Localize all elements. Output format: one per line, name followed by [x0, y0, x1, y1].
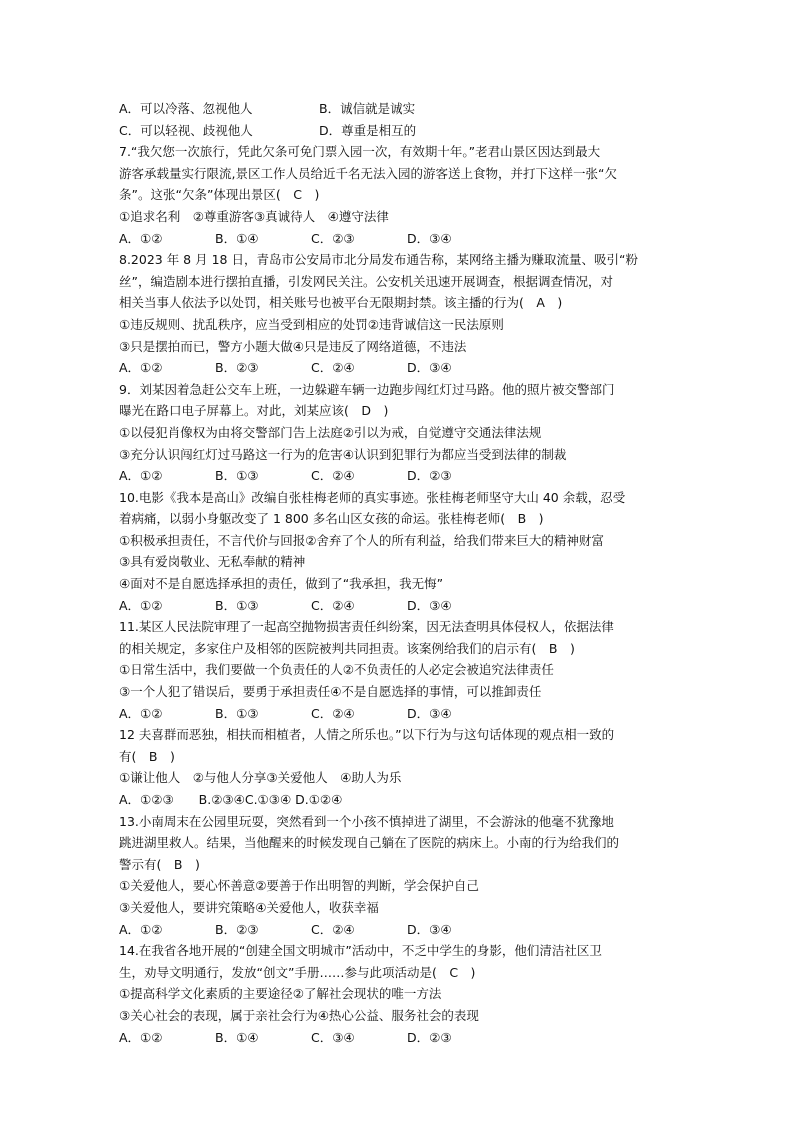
question-text-line: 9．刘某因着急赶公交车上班，一边躲避车辆一边跑步闯红灯过马路。他的照片被交警部门 — [119, 381, 615, 397]
option-b: B．①③ — [215, 597, 259, 613]
option-c: C．②④ — [311, 468, 355, 484]
options-row — [119, 465, 684, 487]
option-a: A．①② — [119, 597, 163, 613]
question-9 — [119, 379, 684, 487]
question-text-line: 警示有( B ) — [119, 856, 200, 872]
option-d: D．③④ — [407, 921, 452, 937]
exam-page — [119, 98, 684, 1048]
option-d: D．尊重是相互的 — [319, 122, 417, 138]
option-a: A．①② — [119, 360, 163, 376]
question-12 — [119, 724, 684, 810]
option-b: B．①③ — [215, 468, 259, 484]
option-b: B．①④ — [215, 1029, 259, 1045]
question-text-line: 12 夫喜群而恶独，相扶而相植者，人情之所乐也。”以下行为与这句话体现的观点相一致的 — [119, 727, 615, 743]
question-11 — [119, 616, 684, 724]
question-text-line: 着病痛，以弱小身躯改变了 1 800 多名山区女孩的命运。张桂梅老师( B ) — [119, 511, 544, 527]
question-text-line: 14.在我省各地开展的“创建全国文明城市”活动中，不乏中学生的身影，他们清洁社区卫 — [119, 943, 602, 959]
options-row — [119, 228, 684, 250]
question-text-line: ①追求名利 ②尊重游客③真诚待人 ④遵守法律 — [119, 208, 389, 224]
question-text-line: ③关爱他人，要讲究策略④关爱他人，收获幸福 — [119, 899, 379, 915]
option-c: C．可以轻视、歧视他人 — [119, 122, 253, 138]
question-text-line: ①违反规则、扰乱秩序，应当受到相应的处罚②违背诚信这一民法原则 — [119, 316, 504, 332]
option-c: C．②③ — [311, 230, 355, 246]
question-8 — [119, 249, 684, 379]
question-text-line: 的相关规定，多家住户及相邻的医院被判共同担责。该案例给我们的启示有( B ) — [119, 640, 575, 656]
question-text-line: 13.小南周末在公园里玩耍，突然看到一个小孩不慎掉进了湖里，不会游泳的他毫不犹豫地 — [119, 813, 614, 829]
option-b: B．①③ — [215, 705, 259, 721]
option-b: B．①④ — [215, 230, 259, 246]
question-text-line: 7.“我欠您一次旅行，凭此欠条可免门票入园一次，有效期十年。”老君山景区因达到最大 — [119, 144, 601, 160]
option-d: D．②③ — [407, 468, 452, 484]
question-text-line: ③充分认识闯红灯过马路这一行为的危害④认识到犯罪行为都应当受到法律的制裁 — [119, 446, 567, 462]
question-text-line: ①日常生活中，我们要做一个负责任的人②不负责任的人必定会被追究法律责任 — [119, 662, 554, 678]
question-text-line: ①以侵犯肖像权为由将交警部门告上法庭②引以为戒，自觉遵守交通法律法规 — [119, 424, 542, 440]
question-text-line: 游客承载量实行限流,景区工作人员给近千名无法入园的游客送上食物，并打下这样一张“欠 — [119, 165, 617, 181]
question-text-line: 有( B ) — [119, 748, 175, 764]
options-row — [119, 703, 684, 725]
question-13 — [119, 811, 684, 941]
option-b: B．诚信就是诚实 — [319, 101, 416, 116]
question-14 — [119, 940, 684, 1048]
option-a: A．①② — [119, 468, 163, 484]
question-10 — [119, 487, 684, 617]
question-text-line: ④面对不是自愿选择承担的责任，做到了“我承担，我无悔” — [119, 576, 444, 592]
question-text-line: 丝”，编造剧本进行摆拍直播，引发网民关注。公安机关迅速开展调查，根据调查情况，对 — [119, 273, 613, 289]
option-a: A．①② — [119, 705, 163, 721]
question-text-line: A．①②③ B.②③④C.①③④ D.①②④ — [119, 792, 343, 807]
option-c: C．②④ — [311, 705, 355, 721]
question-text-line: ③只是摆拍而已，警方小题大做④只是违反了网络道德，不违法 — [119, 338, 467, 354]
options-row — [119, 98, 684, 120]
question-text-line: ①积极承担责任，不言代价与回报②舍弃了个人的所有利益，给我们带来巨大的精神财富 — [119, 532, 604, 548]
question-list — [119, 141, 684, 1048]
question-text-line: ③一个人犯了错误后，要勇于承担责任④不是自愿选择的事情，可以推卸责任 — [119, 684, 542, 700]
option-b: B．②③ — [215, 360, 259, 376]
question-text-line: 跳进湖里救人。结果，当他醒来的时候发现自己躺在了医院的病床上。小南的行为给我们的 — [119, 835, 620, 851]
question-text-line: ①关爱他人，要心怀善意②要善于作出明智的判断，学会保护自己 — [119, 878, 479, 894]
option-c: C．③④ — [311, 1029, 355, 1045]
question-text-line: 相关当事人依法予以处罚，相关账号也被平台无限期封禁。该主播的行为( A ) — [119, 295, 563, 311]
option-c: C．②④ — [311, 360, 355, 376]
option-c: C．②④ — [311, 921, 355, 937]
question-text-line: ①提高科学文化素质的主要途径②了解社会现状的唯一方法 — [119, 986, 442, 1002]
option-d: D．③④ — [407, 705, 452, 721]
options-row — [119, 357, 684, 379]
question-text-line: 11.某区人民法院审理了一起高空抛物损害责任纠纷案，因无法查明具体侵权人，依据法律 — [119, 619, 614, 635]
question-text-line: 条”。这张“欠条”体现出景区( C ) — [119, 187, 320, 203]
question-text-line: 曝光在路口电子屏幕上。对此，刘某应该( D ) — [119, 403, 389, 419]
option-a: A．①② — [119, 921, 163, 937]
option-d: D．③④ — [407, 360, 452, 376]
option-b: B．②③ — [215, 921, 259, 937]
options-row — [119, 120, 684, 142]
question-text-line: ③关心社会的表现，属于亲社会行为④热心公益、服务社会的表现 — [119, 1007, 479, 1023]
option-d: D．③④ — [407, 230, 452, 246]
option-a: A．①② — [119, 1029, 163, 1045]
option-a: A．①② — [119, 230, 163, 246]
options-row — [119, 919, 684, 941]
question-text-line: ③具有爱岗敬业、无私奉献的精神 — [119, 554, 306, 570]
options-row — [119, 595, 684, 617]
option-a: A．可以冷落、忽视他人 — [119, 101, 253, 116]
option-d: D．③④ — [407, 597, 452, 613]
question-6-options — [119, 98, 684, 141]
question-text-line: 生，劝导文明通行，发放“创文”手册……参与此项活动是( C ) — [119, 964, 476, 980]
question-text-line: 8.2023 年 8 月 18 日，青岛市公安局市北分局发布通告称，某网络主播为赚取流量、吸引“粉 — [119, 252, 638, 268]
question-7 — [119, 141, 684, 249]
option-d: D．②③ — [407, 1029, 452, 1045]
question-text-line: 10.电影《我本是高山》改编自张桂梅老师的真实事迹。张桂梅老师坚守大山 40 余载，忍受 — [119, 489, 626, 505]
question-text-line: ①谦让他人 ②与他人分享③关爱他人 ④助人为乐 — [119, 770, 402, 786]
options-row — [119, 1027, 684, 1049]
option-c: C．②④ — [311, 597, 355, 613]
